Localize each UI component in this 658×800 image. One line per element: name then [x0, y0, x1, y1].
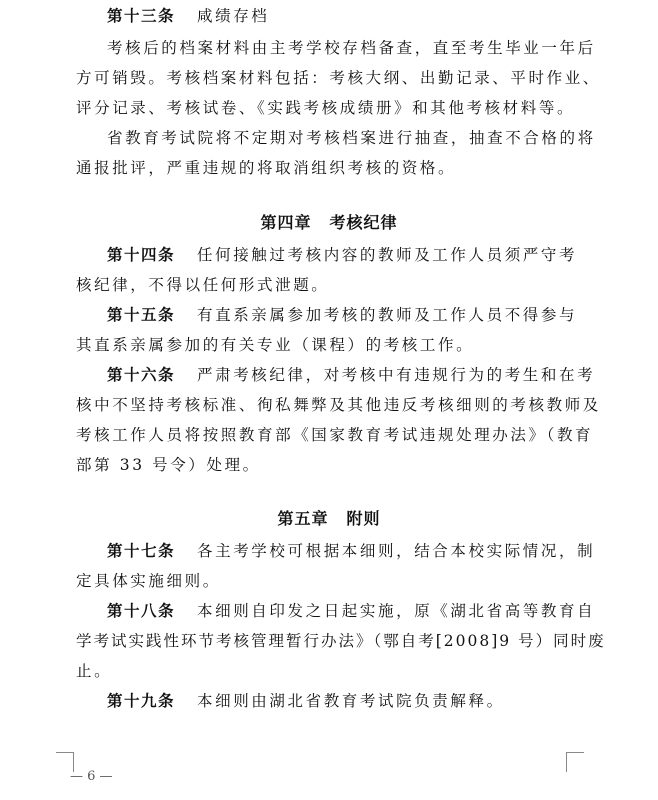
text: 部第 33 号令）处理。: [76, 456, 261, 474]
chapter-5-heading: [0, 509, 658, 529]
text: 本细则自印发之日起实施，原《湖北省高等教育自: [197, 602, 596, 620]
text: 通报批评，严重违规的将取消组织考核的资格。: [76, 159, 457, 177]
chapter-5-label: 第五章: [277, 509, 329, 528]
text: 定具体实施细则。: [76, 572, 221, 590]
chapter-4-heading: [0, 213, 658, 233]
text: 评分记录、考核试卷、《实践考核成绩册》和其他考核材料等。: [76, 99, 576, 117]
crop-mark-left-horizontal: [56, 752, 74, 753]
article-13-heading: 咸绩存档: [197, 7, 270, 25]
article-19-title: 第十九条: [107, 691, 176, 710]
article-15-title: 第十五条: [107, 305, 176, 324]
article-13-title: 第十三条: [107, 6, 176, 25]
text: 有直系亲属参加考核的教师及工作人员不得参与: [197, 306, 578, 324]
chapter-4-label: 第四章: [260, 213, 312, 232]
text: 本细则由湖北省教育考试院负责解释。: [197, 692, 505, 710]
text: 学考试实践性环节考核管理暂行办法》（鄂自考[2008]9 号）同时废: [76, 632, 606, 650]
article-18-title: 第十八条: [107, 601, 176, 620]
text: 核纪律，不得以任何形式泄题。: [76, 276, 330, 294]
text: 考核工作人员将按照教育部《国家教育考试违规处理办法》（教育: [76, 426, 594, 444]
crop-mark-right-vertical: [566, 752, 567, 772]
text: 方可销毁。考核档案材料包括：考核大纲、出勤记录、平时作业、: [76, 69, 601, 87]
chapter-4-name: 考核纪律: [329, 213, 398, 232]
crop-mark-right-horizontal: [566, 752, 584, 753]
article-17-title: 第十七条: [107, 541, 176, 560]
text: 各主考学校可根据本细则，结合本校实际情况，制: [197, 542, 596, 560]
text: 其直系亲属参加的有关专业（课程）的考核工作。: [76, 336, 475, 354]
text: 止。: [76, 662, 113, 680]
page-number: — 6 —: [70, 769, 113, 784]
text: 严肃考核纪律，对考核中有违规行为的考生和在考: [197, 366, 596, 384]
text: 考核后的档案材料由主考学校存档备查，直至考生毕业一年后: [107, 39, 596, 57]
article-14-title: 第十四条: [107, 245, 176, 264]
article-16-title: 第十六条: [107, 365, 176, 384]
text: 任何接触过考核内容的教师及工作人员须严守考: [197, 246, 578, 264]
text: 核中不坚持考核标准、徇私舞弊及其他违反考核细则的考核教师及: [76, 396, 601, 414]
text: 省教育考试院将不定期对考核档案进行抽查，抽查不合格的将: [107, 129, 596, 147]
chapter-5-name: 附则: [346, 509, 381, 528]
